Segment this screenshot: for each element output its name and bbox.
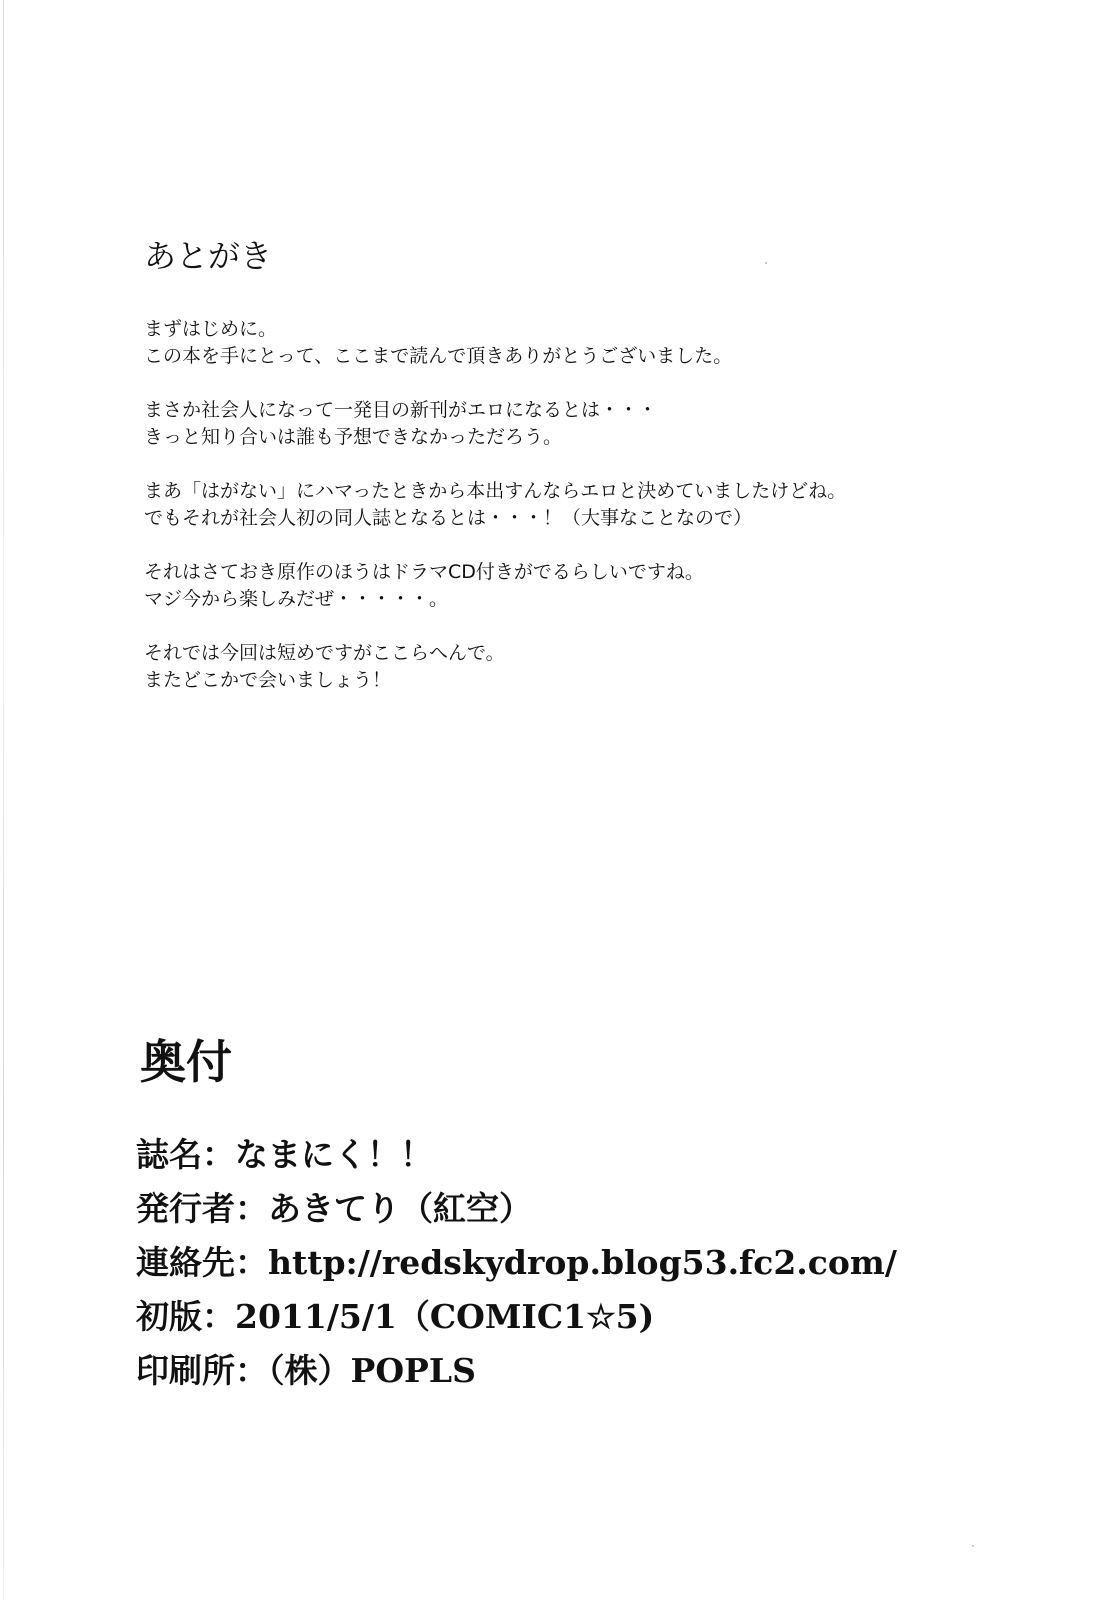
scan-speck (765, 262, 767, 264)
afterword-paragraph (144, 478, 1044, 532)
afterword-line: それでは今回は短めですがここらへんで。 (144, 642, 505, 664)
afterword-line: まずはじめに。 (144, 318, 278, 340)
colophon-entry-title (136, 1128, 1076, 1182)
colophon-value: （株）POPLS (268, 1351, 476, 1390)
afterword-line: まあ「はがない」にハマったときから本出すんならエロと決めていましたけどね。 (144, 480, 847, 502)
colophon-label: 発行者： (136, 1189, 268, 1228)
colophon-label: 連絡先： (136, 1243, 268, 1282)
colophon-title: 奥付 (140, 1035, 232, 1089)
afterword-line: きっと知り合いは誰も予想できなかっただろう。 (144, 426, 563, 448)
colophon-entry-printer (136, 1344, 1076, 1398)
afterword-paragraph (144, 640, 1044, 694)
colophon-entry-contact (136, 1236, 1076, 1290)
scan-speck (972, 1545, 974, 1547)
colophon-section (136, 1032, 1076, 1398)
colophon-label: 初版： (136, 1297, 235, 1336)
colophon-label: 印刷所： (136, 1351, 268, 1390)
scan-edge-line (3, 0, 4, 1600)
afterword-line: まさか社会人になって一発目の新刊がエロになるとは・・・ (144, 399, 658, 421)
colophon-value: なまにく！！ (235, 1135, 433, 1174)
colophon-value: 2011/5/1（COMIC1☆5) (235, 1297, 655, 1336)
afterword-paragraph (144, 397, 1044, 451)
afterword-line: マジ今から楽しみだぜ・・・・・。 (144, 588, 449, 610)
afterword-paragraph (144, 316, 1044, 370)
afterword-title: あとがき (144, 237, 273, 275)
afterword-line: またどこかで会いましょう！ (144, 669, 392, 691)
colophon-entry-publisher (136, 1182, 1076, 1236)
colophon-entry-first-edition (136, 1290, 1076, 1344)
colophon-value: あきてり（紅空） (268, 1189, 532, 1228)
afterword-line: この本を手にとって、ここまで読んで頂きありがとうございました。 (144, 345, 733, 367)
afterword-line: でもそれが社会人初の同人誌となるとは・・・！（大事なことなので） (144, 507, 753, 529)
colophon-value: http://redskydrop.blog53.fc2.com/ (268, 1243, 897, 1282)
afterword-section (144, 236, 1044, 721)
afterword-paragraph (144, 559, 1044, 613)
colophon-label: 誌名： (136, 1135, 235, 1174)
afterword-line: それはさておき原作のほうはドラマCD付きがでるらしいですね。 (144, 561, 704, 583)
